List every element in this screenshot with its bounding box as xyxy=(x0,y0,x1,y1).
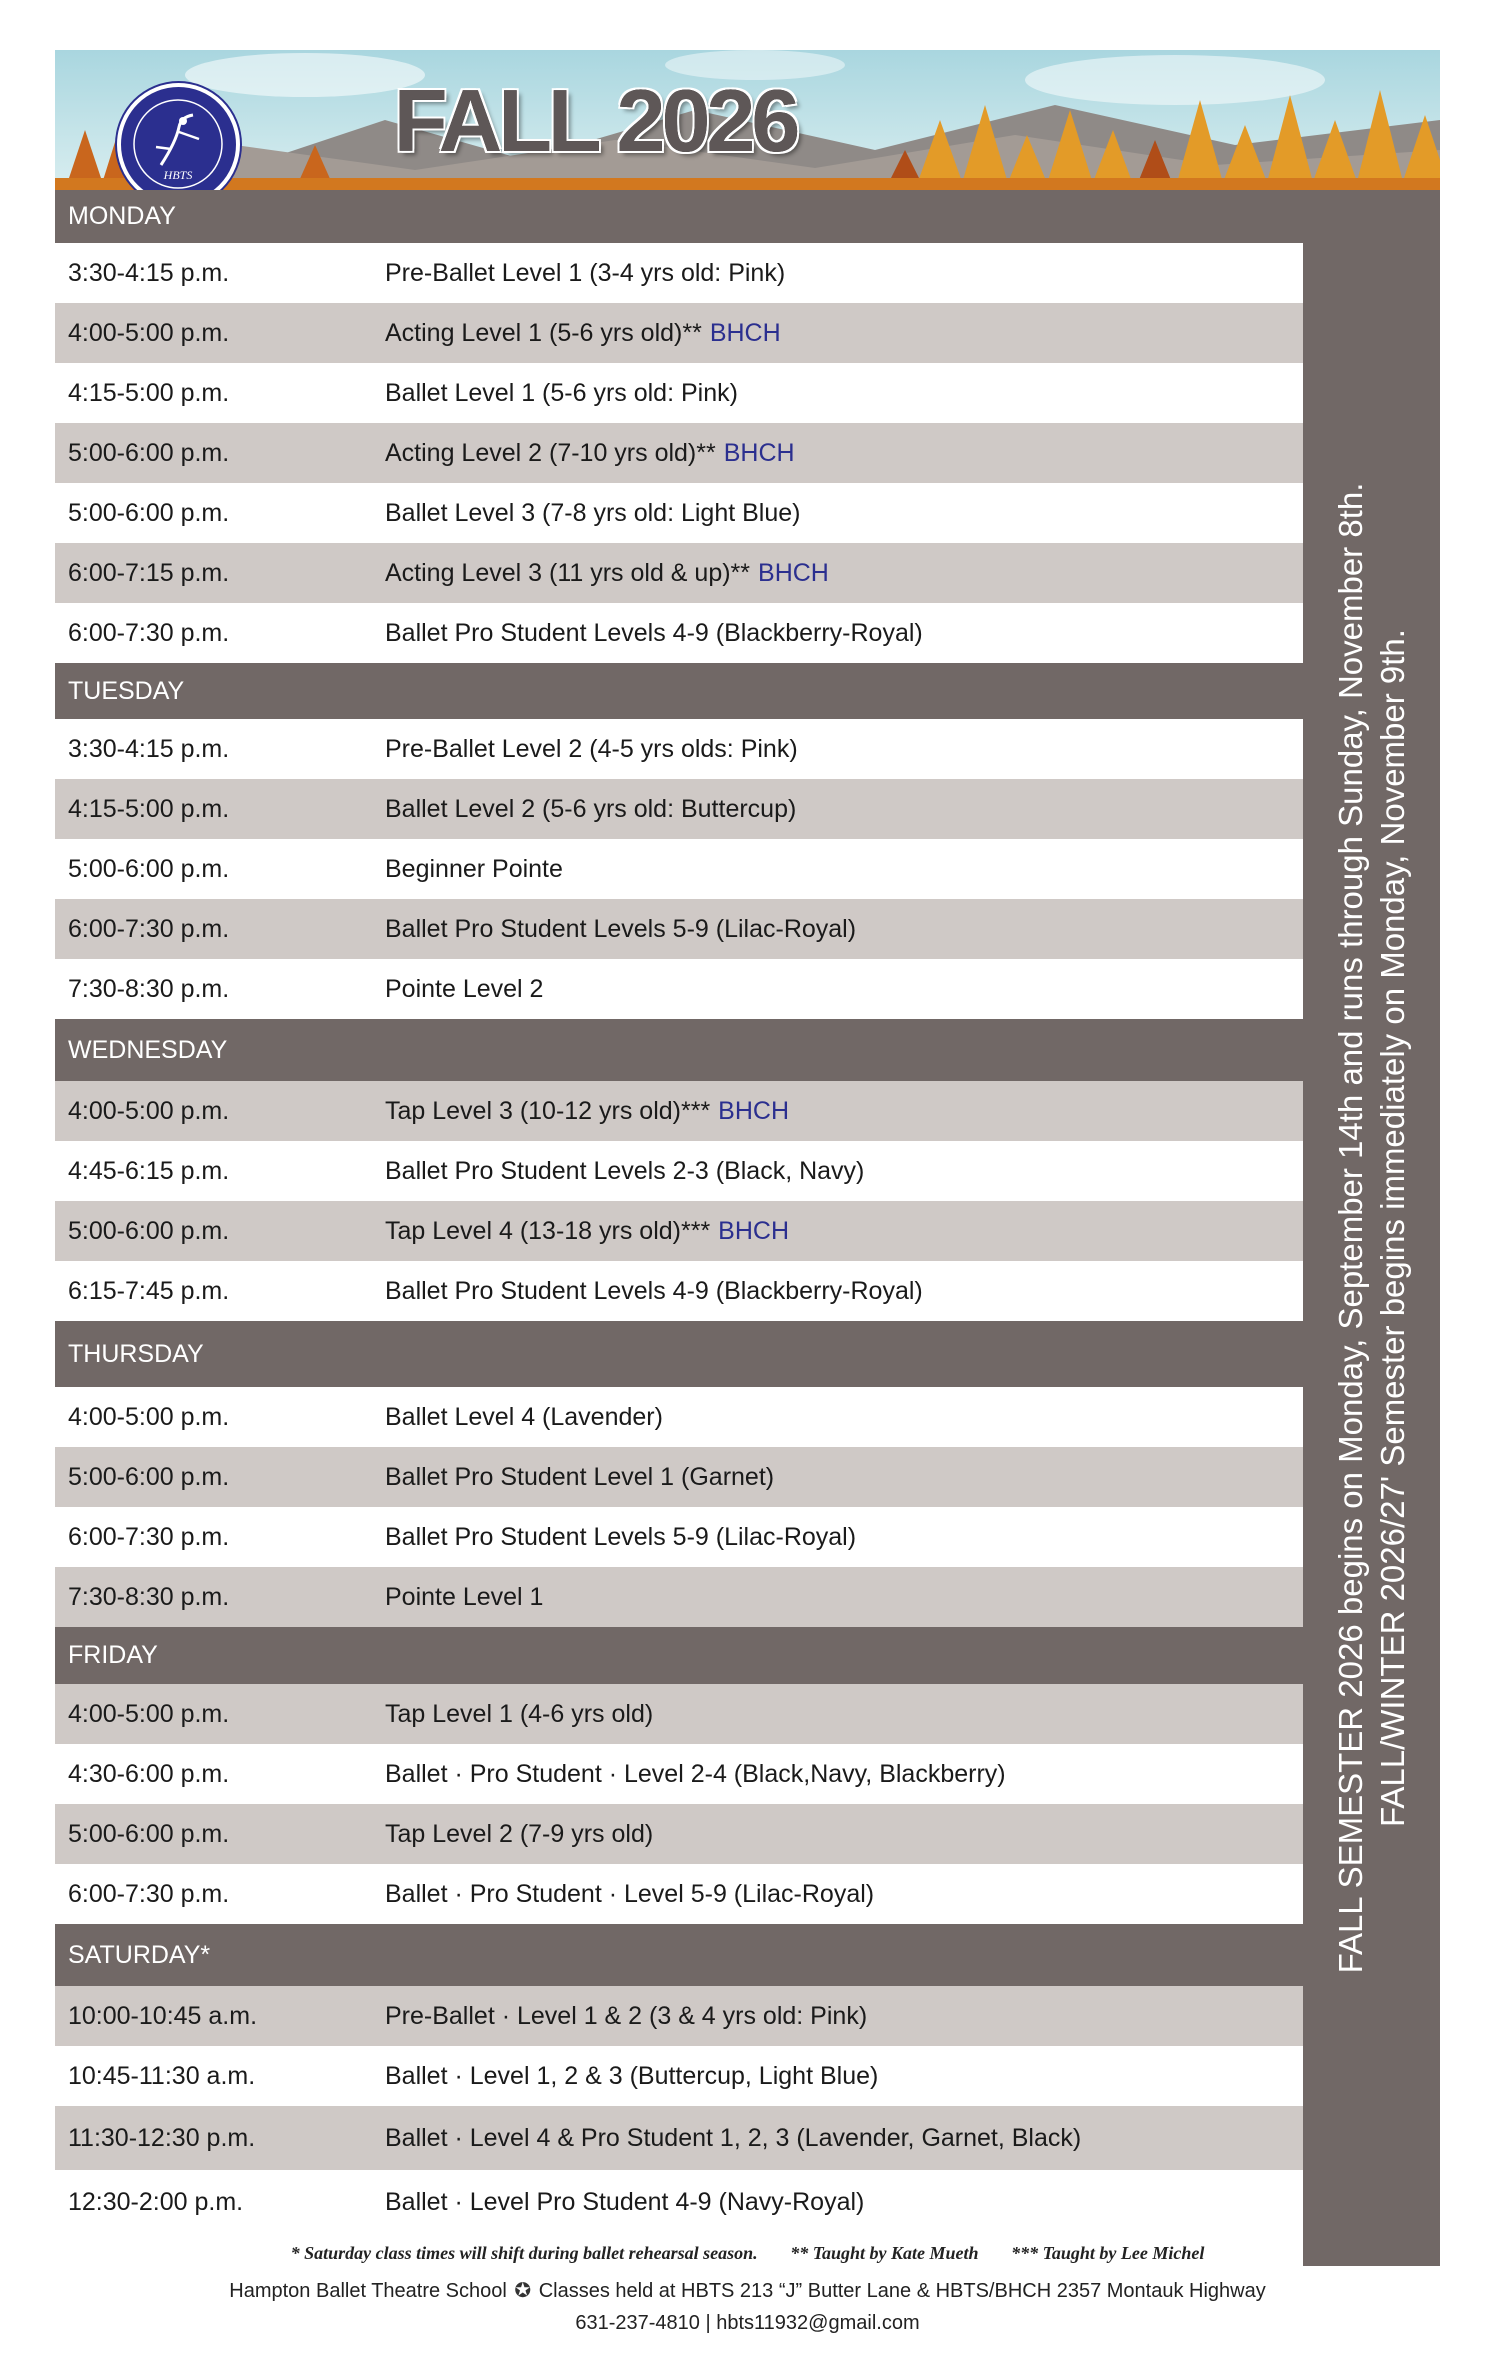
class-time: 6:00-7:30 p.m. xyxy=(68,618,230,647)
class-name: Acting Level 2 (7-10 yrs old)** xyxy=(385,438,716,467)
class-description xyxy=(385,259,1303,288)
class-description xyxy=(385,1820,1303,1849)
class-row xyxy=(55,839,1303,899)
class-row xyxy=(55,1567,1303,1627)
class-description xyxy=(385,1463,1303,1492)
class-location: BHCH xyxy=(718,1096,790,1125)
day-header: SATURDAY* xyxy=(55,1924,1303,1986)
class-row xyxy=(55,483,1303,543)
class-description xyxy=(385,2124,1303,2153)
class-time: 4:00-5:00 p.m. xyxy=(68,1402,230,1431)
class-row xyxy=(55,2106,1303,2170)
class-description xyxy=(385,1217,1303,1246)
class-row xyxy=(55,1804,1303,1864)
class-row xyxy=(55,899,1303,959)
class-location: BHCH xyxy=(718,1216,790,1245)
class-row xyxy=(55,1081,1303,1141)
class-row xyxy=(55,363,1303,423)
class-location: BHCH xyxy=(709,318,781,347)
class-row xyxy=(55,1387,1303,1447)
class-name: Ballet · Pro Student · Level 5-9 (Lilac-Royal) xyxy=(385,1879,875,1908)
class-name: Ballet Pro Student Levels 4-9 (Blackberry-Royal) xyxy=(385,618,923,647)
class-name: Acting Level 3 (11 yrs old & up)** xyxy=(385,558,751,587)
class-time: 6:15-7:45 p.m. xyxy=(68,1276,230,1305)
class-row xyxy=(55,1141,1303,1201)
class-time: 6:00-7:30 p.m. xyxy=(68,914,230,943)
acting-teacher-note: ** Taught by Kate Mueth xyxy=(790,2243,979,2263)
school-name: Hampton Ballet Theatre School xyxy=(229,2280,507,2302)
class-time: 5:00-6:00 p.m. xyxy=(68,854,230,883)
class-time: 6:00-7:30 p.m. xyxy=(68,1522,230,1551)
class-description xyxy=(385,735,1303,764)
class-description xyxy=(385,1097,1303,1126)
class-name: Ballet Pro Student Levels 5-9 (Lilac-Royal) xyxy=(385,914,857,943)
class-name: Pointe Level 2 xyxy=(385,974,544,1003)
class-row xyxy=(55,1261,1303,1321)
class-row xyxy=(55,719,1303,779)
class-time: 6:00-7:15 p.m. xyxy=(68,558,230,587)
class-name: Ballet · Level Pro Student 4-9 (Navy-Royal) xyxy=(385,2187,865,2216)
class-name: Ballet Level 3 (7-8 yrs old: Light Blue) xyxy=(385,498,801,527)
class-name: Tap Level 2 (7-9 yrs old) xyxy=(385,1819,654,1848)
class-row xyxy=(55,423,1303,483)
footnotes xyxy=(55,2243,1440,2264)
saturday-note: * Saturday class times will shift during ballet rehearsal season. xyxy=(290,2243,758,2263)
class-name: Ballet Pro Student Levels 5-9 (Lilac-Royal) xyxy=(385,1522,857,1551)
day-header: THURSDAY xyxy=(55,1321,1303,1387)
fall-semester-dates: FALL SEMESTER 2026 begins on Monday, September 14th and runs through Sunday, November 8th. xyxy=(1331,482,1369,1974)
class-time: 5:00-6:00 p.m. xyxy=(68,1819,230,1848)
class-time: 5:00-6:00 p.m. xyxy=(68,1216,230,1245)
class-description xyxy=(385,499,1303,528)
class-location: BHCH xyxy=(723,438,795,467)
class-name: Ballet Pro Student Level 1 (Garnet) xyxy=(385,1462,775,1491)
class-name: Ballet Level 4 (Lavender) xyxy=(385,1402,663,1431)
semester-dates-sidebar xyxy=(1303,190,1440,2266)
class-description xyxy=(385,2188,1303,2217)
class-description xyxy=(385,1583,1303,1612)
class-name: Ballet Level 2 (5-6 yrs old: Buttercup) xyxy=(385,794,797,823)
class-time: 5:00-6:00 p.m. xyxy=(68,498,230,527)
class-row xyxy=(55,243,1303,303)
class-row xyxy=(55,543,1303,603)
class-time: 12:30-2:00 p.m. xyxy=(68,2187,244,2216)
school-logo xyxy=(117,83,240,206)
day-header: FRIDAY xyxy=(55,1627,1303,1684)
class-time: 10:45-11:30 a.m. xyxy=(68,2061,256,2090)
class-description xyxy=(385,439,1303,468)
class-time: 4:30-6:00 p.m. xyxy=(68,1759,230,1788)
class-time: 5:00-6:00 p.m. xyxy=(68,1462,230,1491)
class-description xyxy=(385,915,1303,944)
class-time: 4:15-5:00 p.m. xyxy=(68,794,230,823)
class-name: Pre-Ballet Level 1 (3-4 yrs old: Pink) xyxy=(385,258,786,287)
class-location: BHCH xyxy=(758,558,829,587)
day-header: MONDAY xyxy=(55,190,1303,243)
class-time: 11:30-12:30 p.m. xyxy=(68,2123,256,2152)
class-row xyxy=(55,959,1303,1019)
dancer-icon xyxy=(121,87,236,202)
class-name: Beginner Pointe xyxy=(385,854,563,883)
class-time: 3:30-4:15 p.m. xyxy=(68,734,230,763)
class-description xyxy=(385,1277,1303,1306)
class-description xyxy=(385,975,1303,1004)
class-description xyxy=(385,2062,1303,2091)
class-name: Acting Level 1 (5-6 yrs old)** xyxy=(385,318,702,347)
class-row xyxy=(55,1447,1303,1507)
class-row xyxy=(55,1986,1303,2046)
class-description xyxy=(385,319,1303,348)
class-row xyxy=(55,1864,1303,1924)
class-row xyxy=(55,1201,1303,1261)
class-locations: Classes held at HBTS 213 “J” Butter Lane & HBTS/BHCH 2357 Montauk Highway xyxy=(538,2280,1266,2302)
class-description xyxy=(385,1760,1303,1789)
day-header: WEDNESDAY xyxy=(55,1019,1303,1081)
class-time: 4:00-5:00 p.m. xyxy=(68,1699,230,1728)
class-time: 4:00-5:00 p.m. xyxy=(68,1096,230,1125)
class-time: 5:00-6:00 p.m. xyxy=(68,438,230,467)
class-name: Ballet · Level 4 & Pro Student 1, 2, 3 (Lavender, Garnet, Black) xyxy=(385,2123,1082,2152)
semester-dates-text xyxy=(1330,228,1414,2228)
class-name: Ballet · Level 1, 2 & 3 (Buttercup, Light Blue) xyxy=(385,2061,879,2090)
class-schedule xyxy=(55,190,1303,2234)
class-time: 4:15-5:00 p.m. xyxy=(68,378,230,407)
class-name: Tap Level 1 (4-6 yrs old) xyxy=(385,1699,654,1728)
class-row xyxy=(55,779,1303,839)
class-time: 4:00-5:00 p.m. xyxy=(68,318,230,347)
class-row xyxy=(55,303,1303,363)
class-name: Ballet Pro Student Levels 4-9 (Blackberry-Royal) xyxy=(385,1276,923,1305)
class-description xyxy=(385,855,1303,884)
class-time: 7:30-8:30 p.m. xyxy=(68,974,230,1003)
class-time: 6:00-7:30 p.m. xyxy=(68,1879,230,1908)
page-title: FALL 2026 xyxy=(393,71,797,170)
class-time: 3:30-4:15 p.m. xyxy=(68,258,230,287)
class-description xyxy=(385,379,1303,408)
class-description xyxy=(385,1523,1303,1552)
class-description xyxy=(385,1880,1303,1909)
class-name: Pre-Ballet Level 2 (4-5 yrs olds: Pink) xyxy=(385,734,798,763)
class-name: Tap Level 3 (10-12 yrs old)*** xyxy=(385,1096,711,1125)
class-name: Ballet Level 1 (5-6 yrs old: Pink) xyxy=(385,378,738,407)
class-description xyxy=(385,559,1303,588)
class-time: 7:30-8:30 p.m. xyxy=(68,1582,230,1611)
class-row xyxy=(55,2046,1303,2106)
class-row xyxy=(55,2170,1303,2234)
header-banner xyxy=(55,50,1440,190)
class-row xyxy=(55,1507,1303,1567)
fall-winter-semester-dates: FALL/WINTER 2026/27' Semester begins immediately on Monday, November 9th. xyxy=(1373,629,1411,1827)
contact-info: 631-237-4810 | hbts11932@gmail.com xyxy=(575,2312,920,2334)
class-description xyxy=(385,1157,1303,1186)
class-description xyxy=(385,1403,1303,1432)
school-info-line xyxy=(55,2278,1440,2303)
class-row xyxy=(55,603,1303,663)
class-row xyxy=(55,1684,1303,1744)
class-row xyxy=(55,1744,1303,1804)
tap-teacher-note: *** Taught by Lee Michel xyxy=(1011,2243,1205,2263)
class-description xyxy=(385,795,1303,824)
logo-text: HBTS xyxy=(163,168,193,182)
class-name: Ballet Pro Student Levels 2-3 (Black, Navy) xyxy=(385,1156,865,1185)
class-name: Pointe Level 1 xyxy=(385,1582,544,1611)
class-time: 10:00-10:45 a.m. xyxy=(68,2001,258,2030)
class-name: Ballet · Pro Student · Level 2-4 (Black,Navy, Blackberry) xyxy=(385,1759,1006,1788)
class-name: Pre-Ballet · Level 1 & 2 (3 & 4 yrs old: Pink) xyxy=(385,2001,868,2030)
star-separator-icon: ✪ xyxy=(514,2280,532,2302)
class-time: 4:45-6:15 p.m. xyxy=(68,1156,230,1185)
day-header: TUESDAY xyxy=(55,663,1303,719)
class-description xyxy=(385,1700,1303,1729)
class-description xyxy=(385,2002,1303,2031)
class-description xyxy=(385,619,1303,648)
class-name: Tap Level 4 (13-18 yrs old)*** xyxy=(385,1216,711,1245)
